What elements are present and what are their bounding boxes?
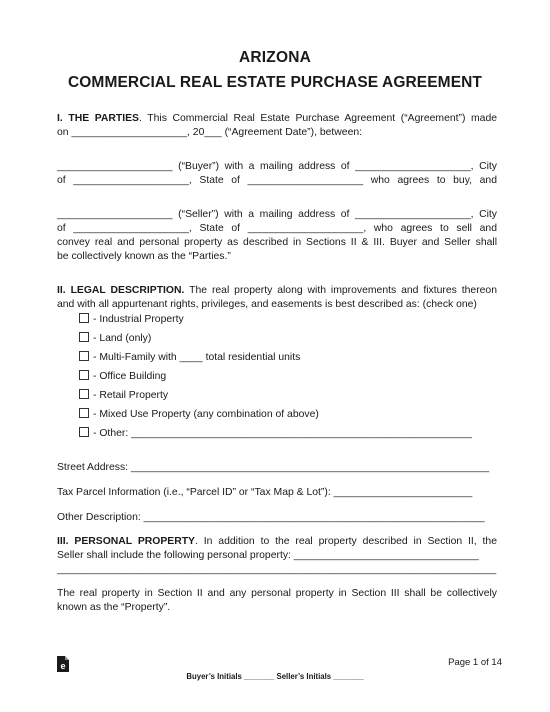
parties-heading: I. THE PARTIES: [57, 113, 139, 124]
seller-line-2: of ____________________, State of ____________________, who agrees to sell and: [57, 223, 497, 234]
checkbox-icon[interactable]: [79, 351, 89, 361]
document-title: COMMERCIAL REAL ESTATE PURCHASE AGREEMENT: [67, 74, 482, 91]
option-mixed-use[interactable]: - Mixed Use Property (any combination of above): [79, 408, 319, 422]
option-multi-family[interactable]: - Multi-Family with ____ total residential units: [79, 351, 300, 365]
property-definition-line-2: known as the “Property”.: [57, 602, 171, 613]
checkbox-icon[interactable]: [79, 313, 89, 323]
buyer-line-1: ____________________ (“Buyer”) with a mailing address of ____________________, City: [57, 161, 497, 172]
option-industrial[interactable]: - Industrial Property: [79, 313, 184, 327]
agreement-date-line: on ____________________, 20___ (“Agreement Date”), between:: [57, 127, 363, 138]
property-definition-line-1: The real property in Section II and any personal property in Section III shall be collectively: [57, 588, 497, 599]
other-description-field[interactable]: Other Description: ___________________________________________________________: [57, 512, 485, 523]
initials-line[interactable]: Buyer’s Initials _______ Seller’s Initials _______: [186, 672, 364, 681]
seller-line-3: convey real and personal property as described in Sections II & III. Buyer and Seller shall: [57, 237, 497, 248]
buyer-line-2: of ____________________, State of ____________________ who agrees to buy, and: [57, 175, 497, 186]
legal-intro-line: II. LEGAL DESCRIPTION. The real property along with improvements and fixtures thereon: [57, 285, 497, 296]
tax-parcel-field[interactable]: Tax Parcel Information (i.e., “Parcel ID” or “Tax Map & Lot”): ________________________: [57, 487, 473, 498]
checkbox-icon[interactable]: [79, 408, 89, 418]
legal-line-2: and with all appurtenant rights, privileges, and easements is best described as: (check one): [57, 299, 477, 310]
option-land[interactable]: - Land (only): [79, 332, 151, 346]
legal-heading: II. LEGAL DESCRIPTION.: [57, 285, 185, 296]
seller-line-1: ____________________ (“Seller”) with a mailing address of ____________________, City: [57, 209, 497, 220]
personal-heading: III. PERSONAL PROPERTY: [57, 536, 195, 547]
option-office[interactable]: - Office Building: [79, 370, 166, 384]
option-retail[interactable]: - Retail Property: [79, 389, 168, 403]
checkbox-icon[interactable]: [79, 332, 89, 342]
svg-text:e: e: [60, 661, 66, 671]
parties-intro-line: I. THE PARTIES. This Commercial Real Estate Purchase Agreement (“Agreement”) made: [57, 113, 497, 124]
street-address-field[interactable]: Street Address: ______________________________________________________________: [57, 462, 490, 473]
page-number: Page 1 of 14: [448, 657, 502, 668]
checkbox-icon[interactable]: [79, 427, 89, 437]
personal-property-field[interactable]: Seller shall include the following personal property: ________________________________: [57, 550, 479, 561]
eforms-logo-icon: [56, 655, 70, 673]
checkbox-icon[interactable]: [79, 370, 89, 380]
checkbox-icon[interactable]: [79, 389, 89, 399]
state-heading: ARIZONA: [238, 49, 311, 66]
personal-intro-line: III. PERSONAL PROPERTY. In addition to the real property described in Section II, the: [57, 536, 497, 547]
personal-property-field-2[interactable]: ____________________________________________________________________________: [57, 564, 497, 575]
option-other[interactable]: - Other: ___________________________________________________________: [79, 427, 497, 441]
seller-line-4: be collectively known as the “Parties.”: [57, 251, 231, 262]
